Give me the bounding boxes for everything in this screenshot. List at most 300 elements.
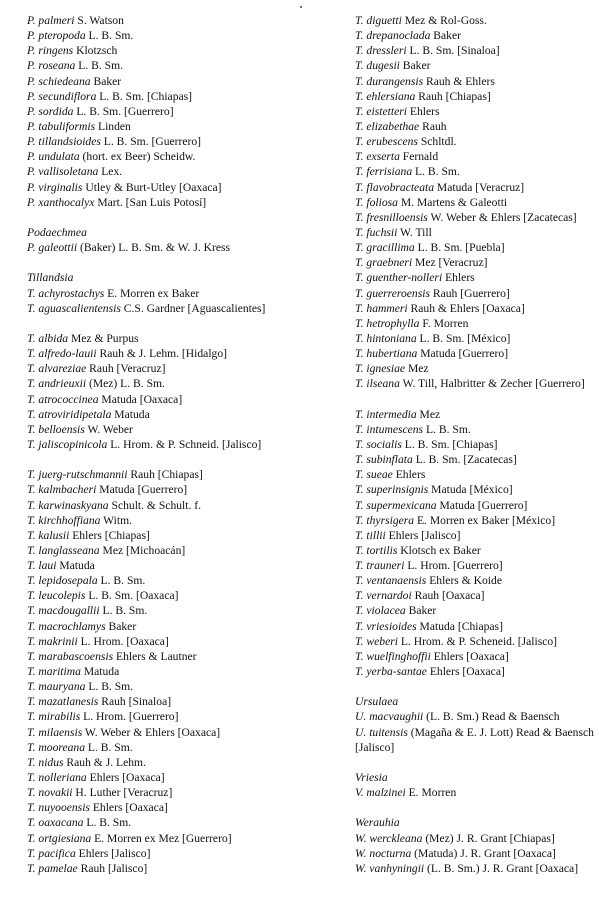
- species-entry: [27, 785, 335, 800]
- authority-text: L. Hrom. & P. Schneid. [Jalisco]: [107, 437, 262, 451]
- species-epithet: nuyooensis: [38, 801, 90, 815]
- genus-abbreviation: T.: [355, 453, 364, 467]
- blank-line: [27, 255, 335, 270]
- authority-text: Ehlers: [392, 468, 426, 482]
- species-epithet: andrieuxii: [38, 377, 87, 391]
- genus-abbreviation: T.: [27, 559, 36, 573]
- species-entry: [27, 558, 335, 573]
- authority-text: Rauh [Veracruz]: [86, 362, 166, 376]
- genus-abbreviation: T.: [355, 256, 364, 270]
- species-epithet: vernardoi: [366, 589, 412, 603]
- species-entry: [27, 58, 335, 73]
- species-epithet: foliosa: [366, 195, 398, 209]
- species-entry: [27, 861, 335, 876]
- authority-text: Fernald: [399, 150, 439, 164]
- species-entry: [27, 331, 335, 346]
- genus-abbreviation: T.: [27, 543, 36, 557]
- authority-text: Ehlers [Chiapas]: [69, 528, 150, 542]
- species-entry: [355, 164, 599, 179]
- genus-abbreviation: T.: [27, 407, 36, 421]
- genus-abbreviation: P.: [27, 89, 36, 103]
- genus-abbreviation: P.: [27, 59, 36, 73]
- authority-text: Ehlers [Jalisco]: [385, 528, 461, 542]
- species-epithet: guenther-nolleri: [366, 271, 443, 285]
- species-epithet: macrochlamys: [38, 619, 106, 633]
- authority-text: E. Morren: [405, 786, 457, 800]
- genus-abbreviation: P.: [27, 241, 36, 255]
- species-epithet: tuitensis: [369, 725, 408, 739]
- authority-text: Rauh [Sinaloa]: [98, 695, 172, 709]
- species-epithet: milaensis: [38, 725, 83, 739]
- genus-abbreviation: T.: [27, 725, 36, 739]
- genus-abbreviation: W.: [355, 861, 367, 875]
- species-entry: [27, 664, 335, 679]
- species-entry: [27, 709, 335, 724]
- species-entry: [27, 800, 335, 815]
- genus-abbreviation: T.: [27, 755, 36, 769]
- genus-abbreviation: T.: [355, 104, 364, 118]
- species-entry: [355, 573, 599, 588]
- species-epithet: weberi: [366, 634, 398, 648]
- genus-abbreviation: T.: [355, 44, 364, 58]
- genus-abbreviation: T.: [27, 286, 36, 300]
- genus-abbreviation: T.: [355, 286, 364, 300]
- species-epithet: vriesioides: [366, 619, 417, 633]
- species-entry: [355, 452, 599, 467]
- species-entry: [355, 482, 599, 497]
- species-epithet: sueae: [366, 468, 393, 482]
- genus-abbreviation: T.: [27, 680, 36, 694]
- species-entry: [355, 498, 599, 513]
- species-epithet: juerg-rutschmannii: [38, 468, 128, 482]
- species-epithet: achyrostachys: [38, 286, 105, 300]
- species-entry: [355, 316, 599, 331]
- species-epithet: vallisoletana: [38, 165, 99, 179]
- species-epithet: durangensis: [366, 74, 424, 88]
- species-entry: [27, 467, 335, 482]
- species-epithet: jaliscopinicola: [38, 437, 108, 451]
- authority-text: Matuda [Guerrero]: [436, 498, 528, 512]
- species-entry: [27, 407, 335, 422]
- authority-text: Matuda [Veracruz]: [434, 180, 525, 194]
- authority-text: L. B. Sm. [Puebla]: [414, 241, 505, 255]
- species-epithet: eistetteri: [366, 104, 407, 118]
- species-entry: [27, 679, 335, 694]
- species-entry: [27, 634, 335, 649]
- species-epithet: hintoniana: [366, 331, 417, 345]
- species-entry: [355, 619, 599, 634]
- species-entry: [355, 119, 599, 134]
- genus-abbreviation: T.: [355, 528, 364, 542]
- species-epithet: fresnilloensis: [366, 210, 428, 224]
- genus-abbreviation: T.: [27, 422, 36, 436]
- species-entry: [27, 831, 335, 846]
- genus-heading: Werauhia: [355, 816, 400, 830]
- species-entry: [355, 346, 599, 361]
- species-epithet: hubertiana: [366, 347, 418, 361]
- authority-text: Ehlers & Lautner: [113, 649, 197, 663]
- genus-abbreviation: T.: [355, 665, 364, 679]
- genus-abbreviation: T.: [355, 210, 364, 224]
- species-epithet: graebneri: [366, 256, 413, 270]
- species-entry: [355, 543, 599, 558]
- genus-abbreviation: T.: [355, 559, 364, 573]
- species-epithet: drepanoclada: [366, 29, 431, 43]
- species-entry: [27, 28, 335, 43]
- authority-text: (L. B. Sm.) J. R. Grant [Oaxaca]: [424, 861, 579, 875]
- authority-text: W. Weber: [84, 422, 133, 436]
- genus-abbreviation: T.: [27, 377, 36, 391]
- blank-line: [355, 392, 599, 407]
- genus-abbreviation: P.: [27, 150, 36, 164]
- authority-text: L. B. Sm.: [85, 740, 133, 754]
- genus-abbreviation: P.: [27, 165, 36, 179]
- authority-text: Mez: [405, 362, 429, 376]
- genus-abbreviation: U.: [355, 725, 367, 739]
- species-entry: [27, 301, 335, 316]
- authority-text: Ehlers [Oaxaca]: [86, 771, 165, 785]
- authority-text: Matuda: [56, 559, 95, 573]
- species-entry: [27, 422, 335, 437]
- authority-text: (Mez) L. B. Sm.: [86, 377, 165, 391]
- species-entry: [355, 255, 599, 270]
- authority-text: L. B. Sm. [Zacatecas]: [412, 453, 517, 467]
- species-epithet: diguetti: [366, 14, 402, 27]
- species-epithet: kirchhoffiana: [38, 513, 101, 527]
- authority-text: W. Weber & Ehlers [Oaxaca]: [82, 725, 221, 739]
- species-epithet: ringens: [38, 44, 74, 58]
- authority-text: C.S. Gardner [Aguascalientes]: [120, 301, 266, 315]
- genus-abbreviation: P.: [27, 29, 36, 43]
- species-entry: [27, 649, 335, 664]
- species-entry: [27, 149, 335, 164]
- species-epithet: maritima: [38, 665, 81, 679]
- genus-abbreviation: T.: [355, 316, 364, 330]
- genus-abbreviation: T.: [355, 135, 364, 149]
- authority-text: M. Martens & Galeotti: [397, 195, 508, 209]
- authority-text: Matuda [Guerrero]: [417, 347, 509, 361]
- authority-text: (Magaña & E. J. Lott) Read & Baensch: [407, 725, 594, 739]
- genus-abbreviation: T.: [355, 195, 364, 209]
- species-entry: [355, 785, 599, 800]
- genus-abbreviation: T.: [355, 180, 364, 194]
- authority-text: Rauh & J. Lehm.: [63, 755, 146, 769]
- genus-abbreviation: T.: [27, 695, 36, 709]
- genus-abbreviation: P.: [27, 119, 36, 133]
- species-epithet: tortilis: [366, 543, 398, 557]
- species-entry: [355, 558, 599, 573]
- species-entry: [355, 376, 599, 391]
- genus-abbreviation: T.: [355, 437, 364, 451]
- species-epithet: mauryana: [38, 680, 86, 694]
- species-entry: [355, 588, 599, 603]
- species-epithet: guerreroensis: [366, 286, 430, 300]
- genus-abbreviation: T.: [355, 59, 364, 73]
- blank-line: [355, 800, 599, 815]
- species-epithet: oaxacana: [38, 816, 84, 830]
- species-epithet: ortgiesiana: [38, 831, 92, 845]
- blank-line: [355, 755, 599, 770]
- species-entry: [355, 422, 599, 437]
- authority-text: L. B. Sm.: [75, 59, 124, 73]
- authority-text: Baker: [105, 619, 137, 633]
- authority-text: L. B. Sm.: [85, 680, 134, 694]
- species-epithet: werckleana: [369, 831, 423, 845]
- authority-text: L. B. Sm. [Guerrero]: [73, 104, 174, 118]
- species-epithet: kalmbacheri: [38, 483, 97, 497]
- genus-abbreviation: T.: [355, 468, 364, 482]
- species-entry: [27, 573, 335, 588]
- genus-abbreviation: T.: [27, 392, 36, 406]
- authority-text: Matuda [Oaxaca]: [98, 392, 183, 406]
- species-epithet: gracillima: [366, 241, 415, 255]
- genus-heading: Podaechmea: [27, 225, 87, 239]
- species-entry: [27, 770, 335, 785]
- genus-abbreviation: W.: [355, 846, 367, 860]
- species-entry: [27, 361, 335, 376]
- genus-abbreviation: P.: [27, 74, 36, 88]
- authority-text: L. Hrom. [Guerrero]: [80, 710, 179, 724]
- species-entry: [27, 437, 335, 452]
- species-epithet: langlasseana: [38, 543, 100, 557]
- authority-text: Linden: [95, 119, 131, 133]
- species-entry: [355, 467, 599, 482]
- genus-abbreviation: T.: [355, 543, 364, 557]
- authority-text: Mez [Veracruz]: [412, 256, 488, 270]
- genus-abbreviation: T.: [355, 271, 364, 285]
- authority-text: L. B. Sm. [Sinaloa]: [406, 44, 500, 58]
- species-epithet: erubescens: [366, 135, 418, 149]
- authority-text: Ehlers [Oaxaca]: [426, 665, 505, 679]
- continuation-line: [Jalisco]: [355, 740, 395, 754]
- blank-line: [27, 452, 335, 467]
- species-epithet: schiedeana: [38, 74, 91, 88]
- species-entry: [27, 740, 335, 755]
- species-entry: [355, 210, 599, 225]
- species-epithet: fuchsii: [366, 225, 398, 239]
- species-entry: [27, 498, 335, 513]
- genus-abbreviation: T.: [355, 89, 364, 103]
- species-entry: [27, 482, 335, 497]
- species-epithet: ignesiae: [366, 362, 406, 376]
- authority-text: Mez: [416, 407, 441, 421]
- genus-abbreviation: T.: [355, 574, 364, 588]
- species-epithet: roseana: [38, 59, 76, 73]
- species-entry: [355, 301, 599, 316]
- authority-text: Rauh & Ehlers [Oaxaca]: [407, 301, 525, 315]
- authority-text: Mart. [San Luis Potosí]: [94, 195, 207, 209]
- species-entry: [355, 603, 599, 618]
- authority-text: (L. B. Sm.) Read & Baensch: [423, 710, 560, 724]
- genus-abbreviation: T.: [27, 634, 36, 648]
- species-epithet: ventanaensis: [366, 574, 427, 588]
- species-entry: [355, 831, 599, 846]
- species-entry: [27, 603, 335, 618]
- genus-abbreviation: P.: [27, 14, 36, 27]
- species-epithet: pteropoda: [38, 29, 86, 43]
- species-entry: [27, 164, 335, 179]
- species-epithet: dressleri: [366, 44, 407, 58]
- genus-abbreviation: P.: [27, 135, 36, 149]
- authority-text: Rauh: [419, 119, 447, 133]
- species-entry: [355, 528, 599, 543]
- species-entry: [355, 709, 599, 724]
- species-entry: [27, 346, 335, 361]
- authority-text: Utley & Burt-Utley [Oaxaca]: [82, 180, 222, 194]
- genus-abbreviation: T.: [355, 165, 364, 179]
- authority-text: S. Watson: [74, 14, 124, 27]
- species-entry: [27, 815, 335, 830]
- genus-abbreviation: T.: [27, 513, 36, 527]
- genus-abbreviation: T.: [355, 513, 364, 527]
- species-entry: [27, 376, 335, 391]
- authority-text: E. Morren ex Baker: [104, 286, 200, 300]
- species-epithet: socialis: [366, 437, 402, 451]
- authority-text: L. B. Sm. [Oaxaca]: [85, 589, 179, 603]
- species-epithet: novakii: [38, 786, 73, 800]
- genus-abbreviation: T.: [355, 14, 364, 27]
- species-epithet: elizabethae: [366, 119, 420, 133]
- authority-text: Mez & Rol-Goss.: [401, 14, 487, 27]
- species-epithet: superinsignis: [366, 483, 429, 497]
- genus-abbreviation: T.: [27, 649, 36, 663]
- species-entry: [355, 437, 599, 452]
- species-epithet: marabascoensis: [38, 649, 114, 663]
- genus-abbreviation: P.: [27, 104, 36, 118]
- species-entry: [27, 392, 335, 407]
- species-epithet: tabuliformis: [38, 119, 96, 133]
- species-epithet: intumescens: [366, 422, 424, 436]
- authority-text: L. Hrom. & P. Scheneid. [Jalisco]: [397, 634, 558, 648]
- species-entry: [355, 270, 599, 285]
- species-entry: [27, 513, 335, 528]
- blank-line: [27, 316, 335, 331]
- species-epithet: lepidosepala: [38, 574, 98, 588]
- species-entry: [355, 13, 599, 28]
- species-epithet: alvareziae: [38, 362, 87, 376]
- authority-text: Matuda [Chiapas]: [416, 619, 503, 633]
- species-entry: [355, 664, 599, 679]
- authority-text: Rauh [Guerrero]: [429, 286, 510, 300]
- species-epithet: kalusii: [38, 528, 70, 542]
- species-entry: [355, 513, 599, 528]
- species-epithet: mooreana: [38, 740, 85, 754]
- left-column: [27, 13, 335, 876]
- genus-abbreviation: T.: [355, 498, 364, 512]
- species-entry: [27, 43, 335, 58]
- species-entry: [27, 725, 335, 740]
- species-epithet: vanhyningii: [369, 861, 425, 875]
- species-entry: [355, 331, 599, 346]
- species-entry: [27, 240, 335, 255]
- authority-text: L. B. Sm.: [423, 422, 471, 436]
- authority-text: Rauh & Ehlers: [423, 74, 495, 88]
- species-epithet: nolleriana: [38, 771, 87, 785]
- authority-text: Matuda: [111, 407, 150, 421]
- species-entry: [27, 74, 335, 89]
- species-epithet: tillandsioides: [38, 135, 101, 149]
- authority-text: Rauh [Chiapas]: [127, 468, 203, 482]
- authority-text: Mez & Purpus: [68, 331, 139, 345]
- genus-abbreviation: T.: [27, 801, 36, 815]
- authority-text: Ehlers: [406, 104, 440, 118]
- species-epithet: exserta: [366, 150, 400, 164]
- authority-text: E. Morren ex Mez [Guerrero]: [91, 831, 232, 845]
- authority-text: Baker: [90, 74, 122, 88]
- species-epithet: makrinii: [38, 634, 78, 648]
- authority-text: Ehlers & Koide: [426, 574, 502, 588]
- genus-abbreviation: T.: [27, 468, 36, 482]
- species-entry: [355, 74, 599, 89]
- species-epithet: mirabilis: [38, 710, 81, 724]
- species-entry: [355, 846, 599, 861]
- species-epithet: belloensis: [38, 422, 85, 436]
- authority-text: (hort. ex Beer) Scheidw.: [79, 150, 196, 164]
- authority-text: Baker: [399, 59, 431, 73]
- species-epithet: hammeri: [366, 301, 408, 315]
- genus-abbreviation: T.: [355, 150, 364, 164]
- authority-text: F. Morren: [419, 316, 469, 330]
- genus-abbreviation: T.: [355, 225, 364, 239]
- authority-text: Klotzsch: [73, 44, 118, 58]
- species-epithet: subinflata: [366, 453, 413, 467]
- authority-text: Klotsch ex Baker: [397, 543, 481, 557]
- genus-abbreviation: T.: [27, 437, 36, 451]
- species-epithet: undulata: [38, 150, 80, 164]
- genus-abbreviation: T.: [27, 362, 36, 376]
- authority-text: L. Hrom. [Guerrero]: [404, 559, 503, 573]
- genus-abbreviation: T.: [27, 604, 36, 618]
- authority-text: H. Luther [Veracruz]: [72, 786, 173, 800]
- genus-abbreviation: T.: [27, 710, 36, 724]
- authority-text: L. B. Sm. [Chiapas]: [401, 437, 498, 451]
- species-epithet: trauneri: [366, 559, 405, 573]
- species-epithet: dugesii: [366, 59, 400, 73]
- authority-text: Rauh [Chiapas]: [415, 89, 491, 103]
- species-epithet: wuelfinghoffii: [366, 649, 431, 663]
- species-entry: [355, 58, 599, 73]
- species-entry: [355, 286, 599, 301]
- authority-text: Rauh & J. Lehm. [Hidalgo]: [96, 347, 228, 361]
- genus-abbreviation: T.: [27, 483, 36, 497]
- authority-text: Matuda: [80, 665, 120, 679]
- authority-text: Matuda [México]: [428, 483, 513, 497]
- species-epithet: nidus: [38, 755, 64, 769]
- genus-abbreviation: T.: [27, 331, 36, 345]
- authority-text: Mez [Michoacán]: [99, 543, 186, 557]
- species-epithet: macvaughii: [369, 710, 424, 724]
- species-entry: [355, 28, 599, 43]
- species-entry: [27, 543, 335, 558]
- species-epithet: sordida: [38, 104, 74, 118]
- species-epithet: malzinei: [366, 786, 406, 800]
- species-epithet: palmeri: [38, 14, 75, 27]
- authority-text: Ehlers [Oaxaca]: [430, 649, 509, 663]
- authority-text: L. B. Sm.: [412, 165, 460, 179]
- authority-text: Baker: [405, 604, 437, 618]
- right-column: [355, 13, 599, 876]
- species-epithet: nocturna: [369, 846, 412, 860]
- species-entry: [27, 755, 335, 770]
- species-entry: [27, 286, 335, 301]
- authority-text: W. Till, Halbritter & Zecher [Guerrero]: [399, 377, 585, 391]
- authority-text: L. B. Sm.: [99, 604, 148, 618]
- genus-abbreviation: T.: [355, 619, 364, 633]
- species-epithet: macdougallii: [38, 604, 100, 618]
- genus-abbreviation: T.: [27, 301, 36, 315]
- species-entry: [355, 43, 599, 58]
- species-epithet: leucolepis: [38, 589, 86, 603]
